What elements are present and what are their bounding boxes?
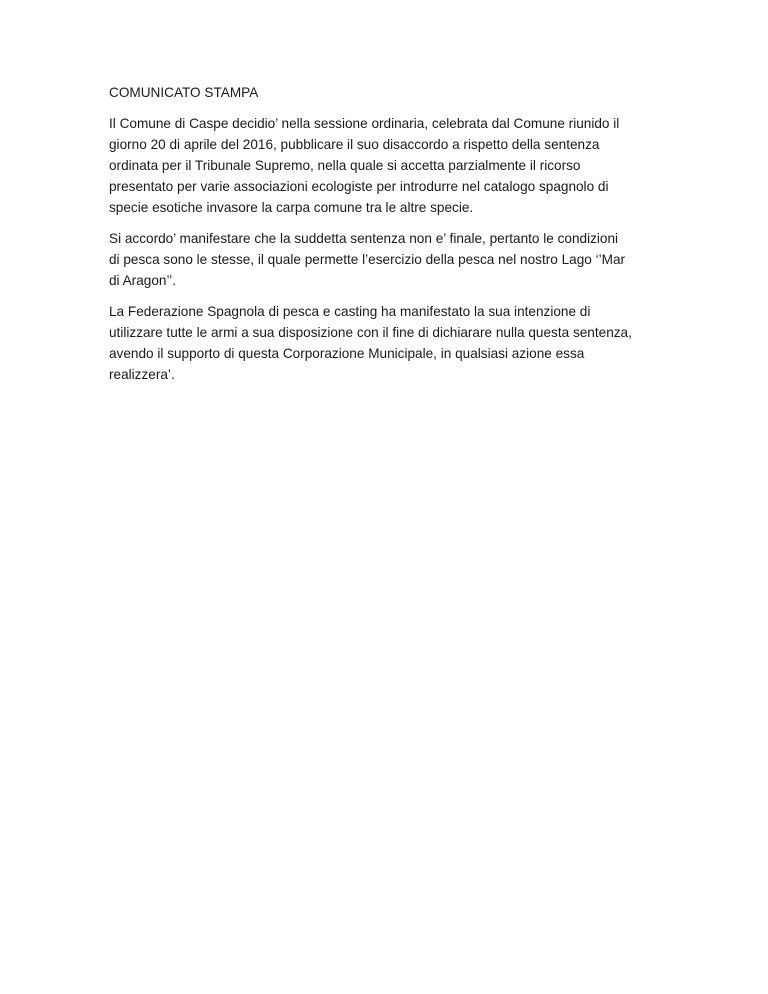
text-line: Il Comune di Caspe decidio’ nella sessione ordinaria, celebrata dal Comune riunido il <box>109 116 620 131</box>
text-line: La Federazione Spagnola di pesca e casting ha manifestato la sua intenzione di <box>109 304 591 319</box>
paragraph-3 <box>109 301 674 385</box>
text-line: di Aragon’’. <box>109 273 177 288</box>
paragraph-1 <box>109 113 674 218</box>
text-line: presentato per varie associazioni ecologiste per introdurre nel catalogo spagnolo di <box>109 179 609 194</box>
text-line: avendo il supporto di questa Corporazione Municipale, in qualsiasi azione essa <box>109 346 585 361</box>
text-line: ordinata per il Tribunale Supremo, nella quale si accetta parzialmente il ricorso <box>109 158 581 173</box>
document-body <box>109 82 674 395</box>
text-line: di pesca sono le stesse, il quale permette l’esercizio della pesca nel nostro Lago ‘’Mar <box>109 252 626 267</box>
paragraph-2 <box>109 228 674 291</box>
text-line: giorno 20 di aprile del 2016, pubblicare il suo disaccordo a rispetto della sentenza <box>109 137 600 152</box>
document-title: COMUNICATO STAMPA <box>109 85 259 100</box>
text-line: specie esotiche invasore la carpa comune tra le altre specie. <box>109 200 474 215</box>
text-line: Si accordo’ manifestare che la suddetta sentenza non e’ finale, pertanto le condizioni <box>109 231 619 246</box>
text-line: utilizzare tutte le armi a sua disposizione con il fine di dichiarare nulla questa sentenza, <box>109 325 632 340</box>
text-line: realizzera’. <box>109 367 175 382</box>
